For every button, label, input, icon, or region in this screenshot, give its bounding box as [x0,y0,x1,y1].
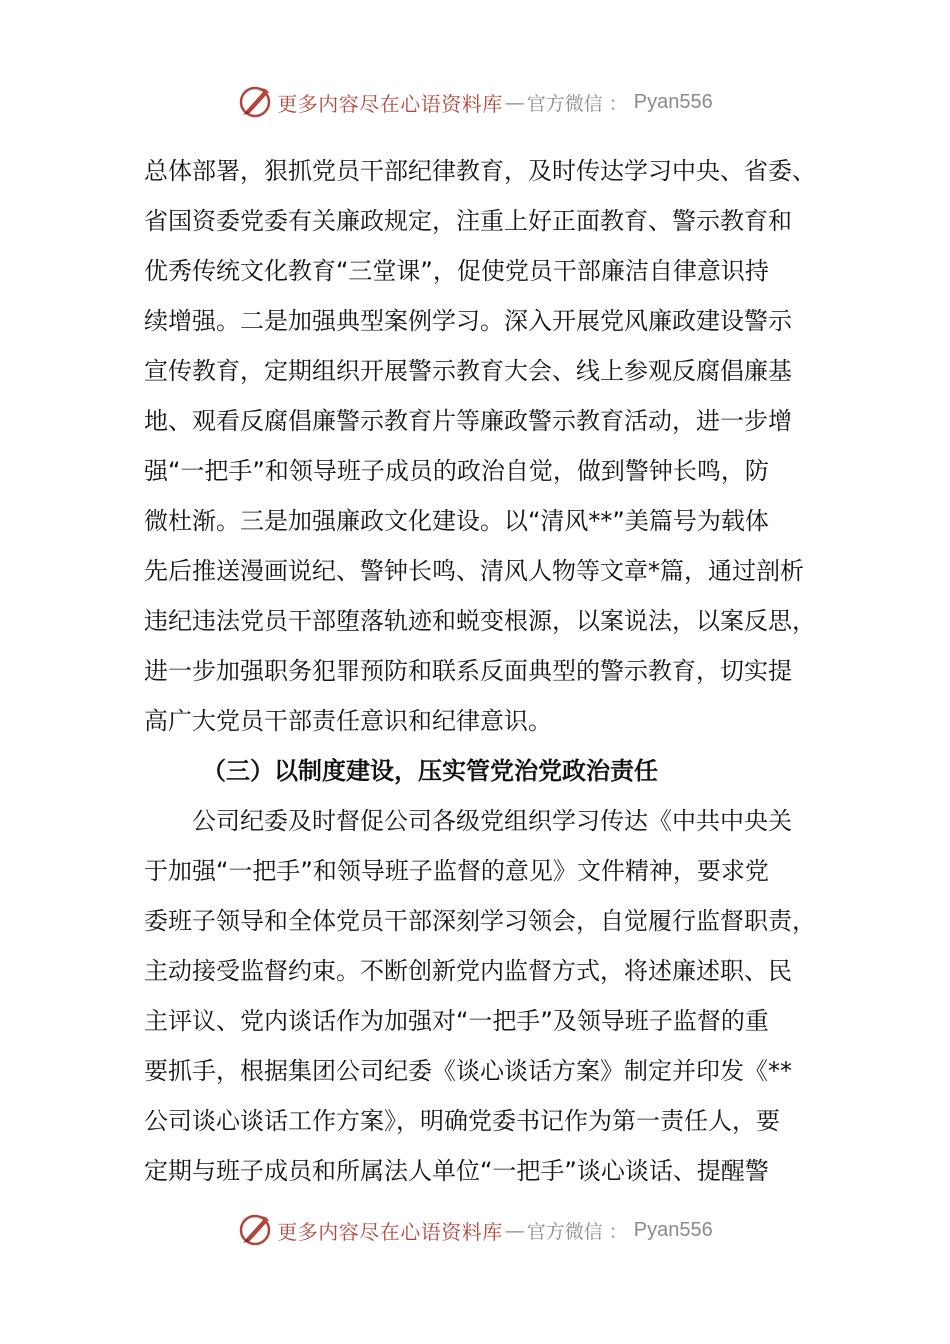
text-line: 公司谈心谈话工作方案》，明确党委书记作为第一责任人，要 [144,1107,780,1135]
text-line: 主评议、党内谈话作为加强对“一把手”及领导班子监督的重 [144,1007,769,1035]
text-line: 于加强“一把手”和领导班子监督的意见》文件精神，要求党 [144,857,769,885]
text-line: 强“一把手”和领导班子成员的政治自觉，做到警钟长鸣，防 [144,457,769,485]
text-line: 要抓手，根据集团公司纪委《谈心谈话方案》制定并印发《** [144,1057,792,1085]
watermark-colon: ： [608,92,628,115]
text-line: 进一步加强职务犯罪预防和联系反面典型的警示教育，切实提 [144,657,792,685]
watermark-dash: — [504,90,525,114]
watermark-wechat-label: 官方微信 [526,1220,603,1243]
text-line: 主动接受监督约束。不断创新党内监督方式，将述廉述职、民 [144,957,792,985]
document-body [144,146,816,1196]
text-line: 省国资委党委有关廉政规定，注重上好正面教育、警示教育和 [144,207,792,235]
text-line: 高广大党员干部责任意识和纪律意识。 [144,707,552,735]
watermark-header [0,80,950,124]
watermark-footer [0,1208,950,1252]
text-line: 地、观看反腐倡廉警示教育片等廉政警示教育活动，进一步增 [144,407,792,435]
text-line: 优秀传统文化教育“三堂课”，促使党员干部廉洁自律意识持 [144,257,769,285]
watermark-wechat-id: Pyan556 [633,90,713,113]
text-line: 委班子领导和全体党员干部深刻学习领会，自觉履行监督职责， [144,907,816,935]
watermark-wechat-label: 官方微信 [526,92,603,115]
watermark-brand: 更多内容尽在心语资料库 [277,1219,503,1244]
watermark-brand: 更多内容尽在心语资料库 [277,91,503,116]
watermark-dash: — [504,1218,525,1242]
text-line: 先后推送漫画说纪、警钟长鸣、清风人物等文章*篇，通过剖析 [144,557,804,585]
section-heading: （三）以制度建设，压实管党治党政治责任 [202,757,658,785]
text-line: 微杜渐。三是加强廉政文化建设。以“清风**”美篇号为载体 [144,507,769,535]
text-line: 宣传教育，定期组织开展警示教育大会、线上参观反腐倡廉基 [144,357,792,385]
text-line: 公司纪委及时督促公司各级党组织学习传达《中共中央关 [192,807,792,835]
text-line: 续增强。二是加强典型案例学习。深入开展党风廉政建设警示 [144,307,792,335]
pen-logo-icon [237,1212,273,1248]
text-line: 定期与班子成员和所属法人单位“一把手”谈心谈话、提醒警 [144,1157,769,1185]
watermark-colon: ： [608,1220,628,1243]
text-line: 总体部署，狠抓党员干部纪律教育，及时传达学习中央、省委、 [144,157,816,185]
text-line: 违纪违法党员干部堕落轨迹和蜕变根源，以案说法，以案反思， [144,607,816,635]
pen-logo-icon [237,84,273,120]
watermark-wechat-id: Pyan556 [633,1218,713,1241]
